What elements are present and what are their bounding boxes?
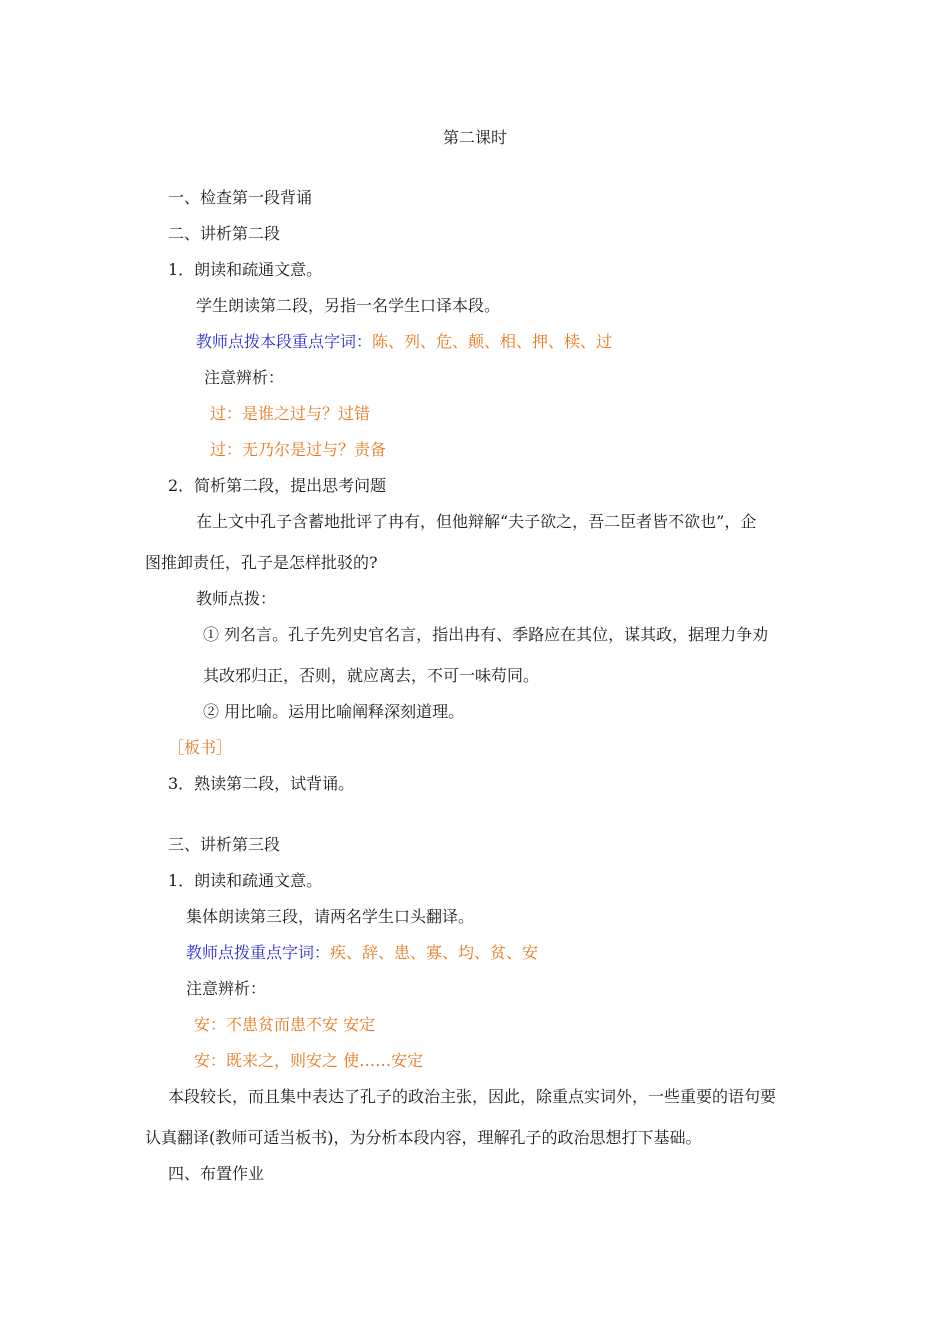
section-1-heading: 一、检查第一段背诵 — [168, 188, 313, 207]
section-2-item-2: 2．简析第二段，提出思考问题 — [168, 476, 387, 495]
section-3-keywords-line — [186, 943, 538, 963]
section-3-note-2: 安：既来之，则安之 使……安定 — [194, 1051, 424, 1070]
keywords-list: 疾、辞、患、寡、均、贫、安 — [330, 943, 539, 962]
keywords-list: 陈、列、危、颠、相、押、椟、过 — [372, 332, 613, 351]
section-3-heading: 三、讲析第三段 — [168, 835, 281, 854]
section-2-teacher-tip: 教师点拨： — [196, 589, 277, 608]
section-2-point-1-line-1: ① 列名言。孔子先列史官名言，指出冉有、季路应在其位，谋其政，据理力争劝 — [203, 625, 769, 644]
section-4-heading: 四、布置作业 — [168, 1164, 265, 1183]
section-2-item-1-text: 学生朗读第二段，另指一名学生口译本段。 — [196, 296, 501, 315]
section-3-paragraph-line-2: 认真翻译(教师可适当板书)，为分析本段内容，理解孔子的政治思想打下基础。 — [145, 1128, 702, 1147]
section-3-item-1: 1．朗读和疏通文意。 — [168, 871, 323, 890]
section-3-note-1: 安：不患贫而患不安 安定 — [194, 1015, 376, 1034]
section-2-keywords-line — [196, 332, 612, 352]
page-title: 第二课时 — [443, 128, 508, 147]
section-2-item-1: 1．朗读和疏通文意。 — [168, 260, 323, 279]
section-3-paragraph-line-1: 本段较长，而且集中表达了孔子的政治主张，因此，除重点实词外，一些重要的语句要 — [168, 1087, 777, 1106]
keywords-label: 教师点拨重点字词： — [186, 943, 331, 962]
section-2-note-1: 过：是谁之过与？过错 — [210, 404, 371, 423]
section-3-note-heading: 注意辨析： — [186, 979, 267, 998]
section-2-question-line-2: 图推卸责任，孔子是怎样批驳的? — [145, 553, 378, 572]
section-2-note-2: 过：无乃尔是过与？责备 — [210, 440, 387, 459]
board-label: ［板书］ — [168, 738, 233, 757]
section-2-item-3: 3．熟读第二段，试背诵。 — [168, 774, 355, 793]
keywords-label: 教师点拨本段重点字词： — [196, 332, 373, 351]
section-2-heading: 二、讲析第二段 — [168, 224, 281, 243]
section-3-item-1-text: 集体朗读第三段，请两名学生口头翻译。 — [186, 907, 475, 926]
section-2-note-heading: 注意辨析： — [204, 368, 285, 387]
section-2-question-line-1: 在上文中孔子含蓄地批评了冉有，但他辩解“夫子欲之，吾二臣者皆不欲也”，企 — [196, 512, 757, 531]
section-2-point-2: ② 用比喻。运用比喻阐释深刻道理。 — [203, 702, 465, 721]
section-2-point-1-line-2: 其改邪归正，否则，就应离去，不可一味苟同。 — [203, 666, 540, 685]
